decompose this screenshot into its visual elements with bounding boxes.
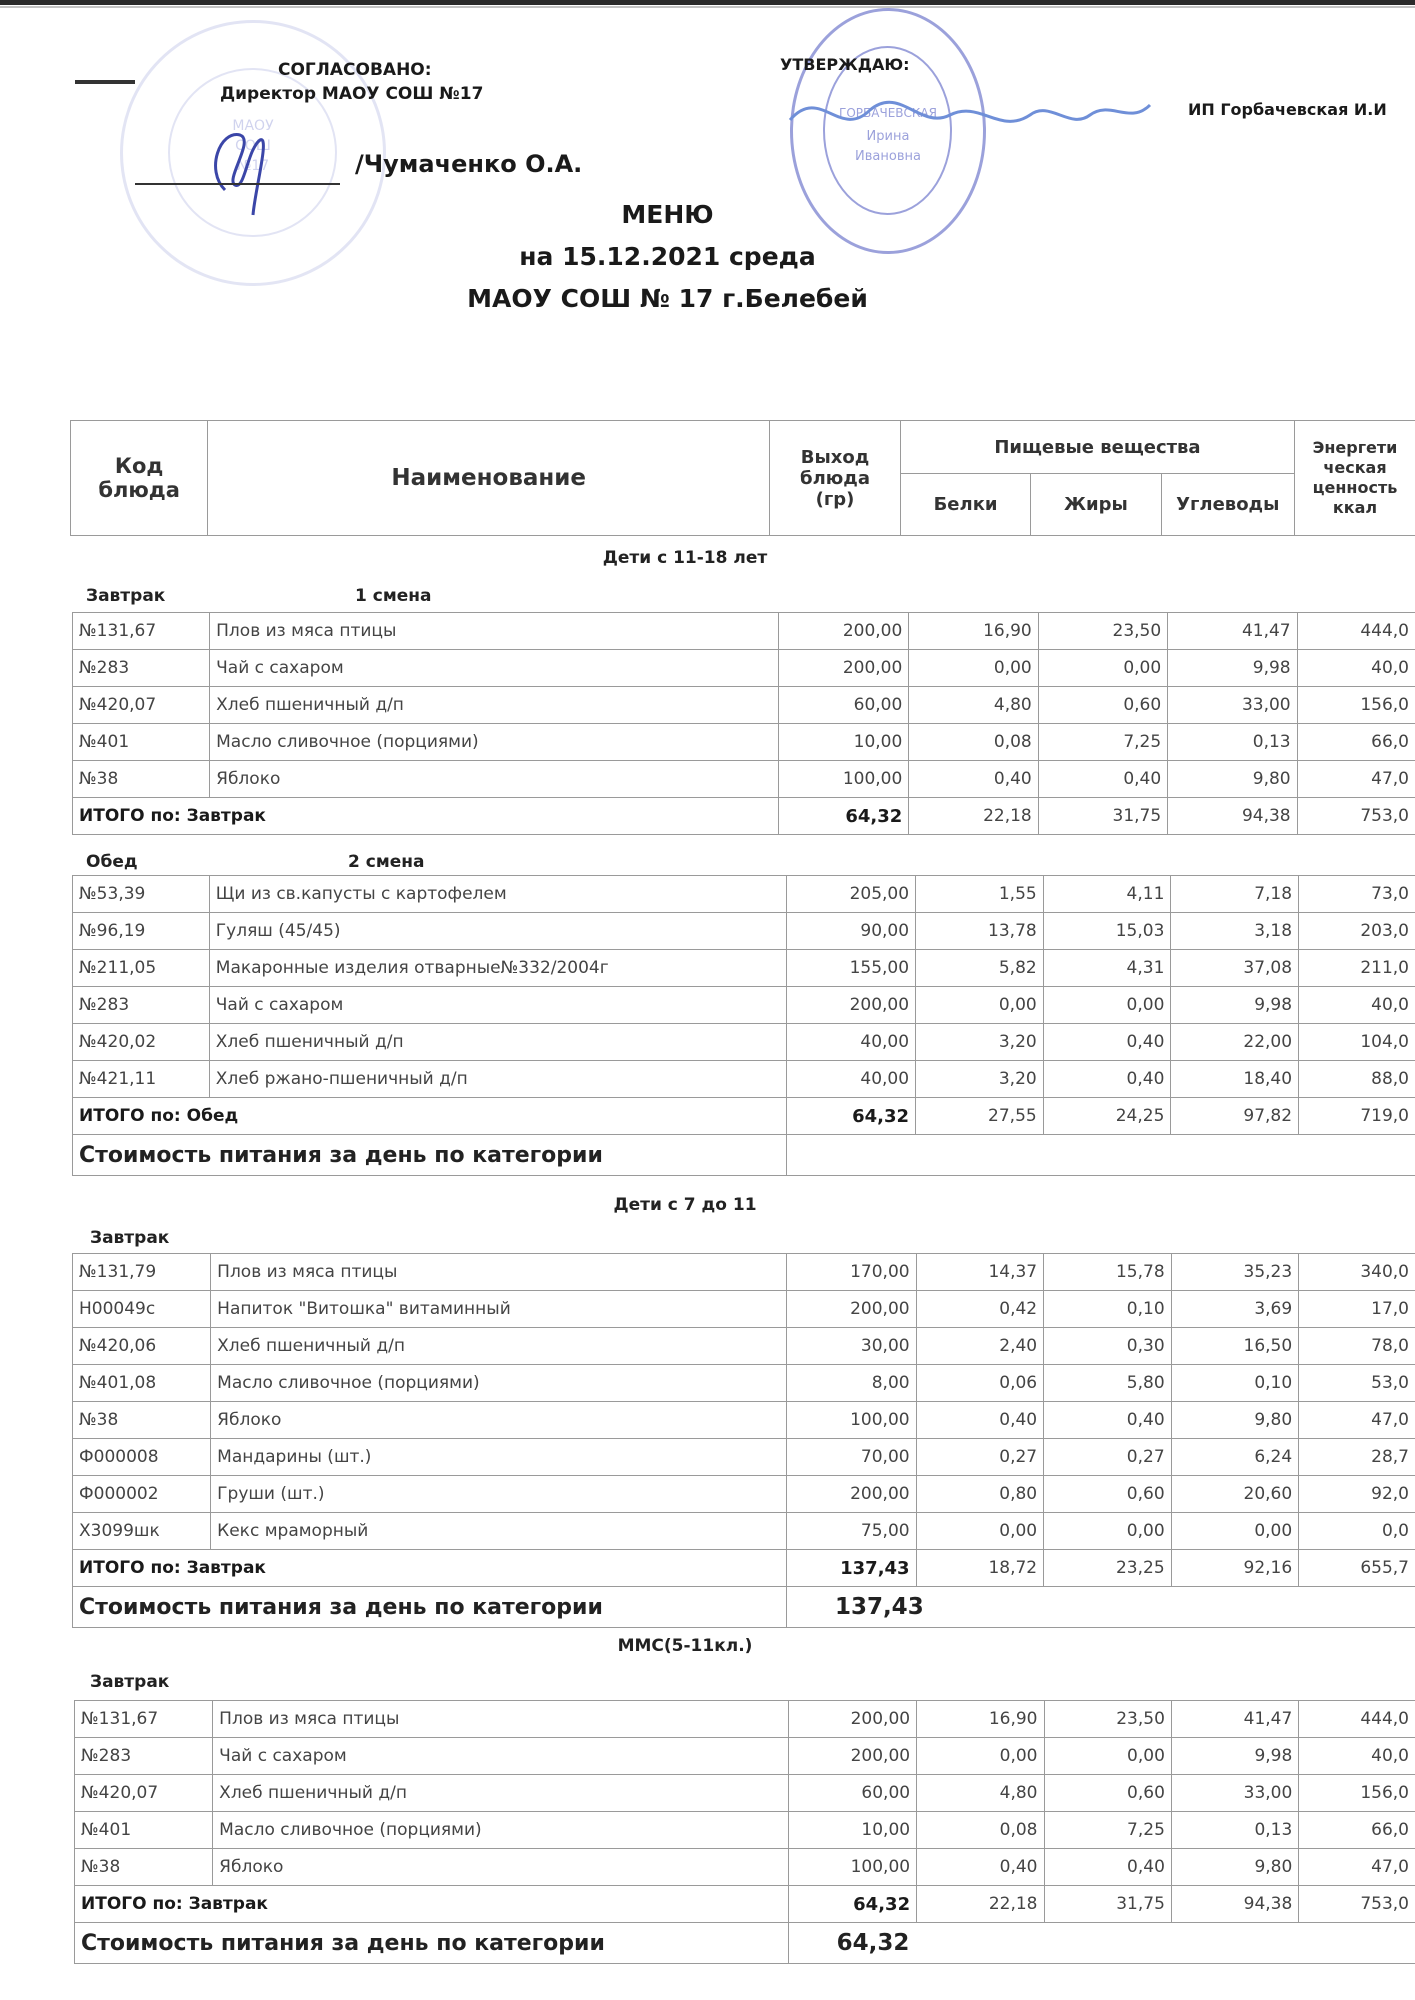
table-row [73, 1024, 1415, 1061]
dish-fat: 7,25 [1044, 1812, 1171, 1849]
table-row [75, 1812, 1415, 1849]
dish-carbs: 0,00 [1171, 1513, 1299, 1550]
dish-name: Хлеб пшеничный д/п [213, 1775, 788, 1812]
total-row [73, 1098, 1415, 1135]
scan-edge-line [0, 6, 1415, 8]
menu-table-section-1-lunch [72, 875, 1415, 1176]
dish-yield: 205,00 [787, 876, 916, 913]
dish-code: №38 [75, 1849, 213, 1886]
dish-energy: 78,0 [1299, 1328, 1415, 1365]
dish-carbs: 9,80 [1171, 1402, 1299, 1439]
company-stamp-icon: ГОРБАЧЕВСКАЯ Ирина Ивановна [790, 8, 986, 254]
dish-carbs: 6,24 [1171, 1439, 1299, 1476]
total-yield: 137,43 [786, 1550, 916, 1587]
approve-signatory: ИП Горбачевская И.И [1188, 100, 1387, 119]
document-school: МАОУ СОШ № 17 г.Белебей [467, 284, 868, 313]
dish-yield: 10,00 [779, 724, 909, 761]
total-carbs: 97,82 [1171, 1098, 1299, 1135]
dish-fat: 0,60 [1044, 1775, 1171, 1812]
dish-name: Масло сливочное (порциями) [211, 1365, 787, 1402]
dish-code: №211,05 [73, 950, 210, 987]
header-energy: Энергети ческая ценность ккал [1295, 421, 1415, 536]
dish-yield: 200,00 [788, 1738, 917, 1775]
dish-energy: 47,0 [1299, 1849, 1415, 1886]
dish-name: Плов из мяса птицы [210, 613, 779, 650]
agreed-signatory: /Чумаченко О.А. [355, 150, 583, 178]
total-label: ИТОГО по: Завтрак [73, 798, 779, 835]
table-row [73, 987, 1415, 1024]
dish-yield: 100,00 [779, 761, 909, 798]
dish-yield: 30,00 [786, 1328, 916, 1365]
dish-carbs: 0,13 [1171, 1812, 1298, 1849]
dish-energy: 73,0 [1299, 876, 1415, 913]
agreed-role: Директор МАОУ СОШ №17 [220, 84, 484, 104]
approve-title: УТВЕРЖДАЮ: [780, 55, 910, 74]
total-carbs: 94,38 [1171, 1886, 1298, 1923]
cost-value: 64,32 [788, 1923, 1415, 1964]
dish-energy: 40,0 [1299, 1738, 1415, 1775]
dish-carbs: 9,80 [1171, 1849, 1298, 1886]
table-row [75, 1701, 1415, 1738]
dish-fat: 0,60 [1038, 687, 1167, 724]
dish-protein: 0,80 [916, 1476, 1044, 1513]
section-title: ММС(5-11кл.) [617, 1636, 753, 1656]
dish-name: Гуляш (45/45) [209, 913, 787, 950]
total-protein: 22,18 [909, 798, 1038, 835]
table-header [70, 420, 1415, 536]
dish-yield: 8,00 [786, 1365, 916, 1402]
dish-yield: 40,00 [787, 1024, 916, 1061]
dish-fat: 4,11 [1043, 876, 1171, 913]
dish-name: Яблоко [210, 761, 779, 798]
dish-protein: 3,20 [916, 1024, 1044, 1061]
dish-name: Масло сливочное (порциями) [213, 1812, 788, 1849]
meal-label: Завтрак [90, 1228, 170, 1248]
header-code: Код блюда [71, 421, 208, 536]
total-carbs: 94,38 [1168, 798, 1297, 835]
dish-code: №401 [75, 1812, 213, 1849]
dish-protein: 14,37 [916, 1254, 1044, 1291]
shift-label: 1 смена [355, 586, 432, 606]
dish-protein: 0,27 [916, 1439, 1044, 1476]
total-yield: 64,32 [787, 1098, 916, 1135]
table-row [73, 1328, 1415, 1365]
dish-name: Чай с сахаром [210, 650, 779, 687]
dish-fat: 0,40 [1043, 1024, 1171, 1061]
dish-carbs: 41,47 [1171, 1701, 1298, 1738]
dish-code: №283 [73, 650, 210, 687]
dish-code: №401,08 [73, 1365, 211, 1402]
dish-protein: 0,00 [909, 650, 1038, 687]
dish-carbs: 9,98 [1171, 1738, 1298, 1775]
total-row [75, 1886, 1415, 1923]
dish-fat: 0,40 [1043, 1061, 1171, 1098]
dish-yield: 100,00 [788, 1849, 917, 1886]
dish-carbs: 3,69 [1171, 1291, 1299, 1328]
table-row [73, 1402, 1415, 1439]
menu-table-section-3-breakfast [74, 1700, 1415, 1964]
header-protein: Белки [900, 474, 1030, 536]
cost-row [73, 1587, 1415, 1628]
total-label: ИТОГО по: Обед [73, 1098, 787, 1135]
dish-yield: 200,00 [788, 1701, 917, 1738]
dish-code: №38 [73, 1402, 211, 1439]
dish-fat: 0,27 [1044, 1439, 1172, 1476]
total-carbs: 92,16 [1171, 1550, 1299, 1587]
dish-name: Груши (шт.) [211, 1476, 787, 1513]
dish-fat: 0,30 [1044, 1328, 1172, 1365]
dish-name: Плов из мяса птицы [213, 1701, 788, 1738]
dish-fat: 23,50 [1044, 1701, 1171, 1738]
dish-energy: 340,0 [1299, 1254, 1415, 1291]
dish-yield: 200,00 [779, 613, 909, 650]
total-row [73, 798, 1415, 835]
dish-fat: 0,40 [1044, 1402, 1172, 1439]
dish-carbs: 9,80 [1168, 761, 1297, 798]
table-row [73, 687, 1415, 724]
section-title: Дети с 11-18 лет [602, 548, 768, 568]
dish-code: Ф000002 [73, 1476, 211, 1513]
dish-carbs: 22,00 [1171, 1024, 1299, 1061]
dish-protein: 0,40 [909, 761, 1038, 798]
dish-carbs: 0,13 [1168, 724, 1297, 761]
dish-fat: 0,00 [1044, 1513, 1172, 1550]
dish-fat: 0,40 [1038, 761, 1167, 798]
dish-carbs: 20,60 [1171, 1476, 1299, 1513]
signature-line [135, 183, 340, 185]
dish-name: Кекс мраморный [211, 1513, 787, 1550]
cost-label: Стоимость питания за день по категории [75, 1923, 789, 1964]
dish-fat: 23,50 [1038, 613, 1167, 650]
dish-protein: 0,40 [917, 1849, 1044, 1886]
menu-table-section-1-breakfast [72, 612, 1415, 835]
total-energy: 719,0 [1299, 1098, 1415, 1135]
header-carbs: Углеводы [1161, 474, 1294, 536]
dish-yield: 200,00 [786, 1291, 916, 1328]
dish-yield: 60,00 [788, 1775, 917, 1812]
dish-name: Хлеб пшеничный д/п [210, 687, 779, 724]
total-row [73, 1550, 1415, 1587]
table-row [75, 1849, 1415, 1886]
table-row [73, 650, 1415, 687]
dish-energy: 40,0 [1299, 987, 1415, 1024]
total-yield: 64,32 [788, 1886, 917, 1923]
total-fat: 31,75 [1044, 1886, 1171, 1923]
total-protein: 18,72 [916, 1550, 1044, 1587]
dish-energy: 47,0 [1299, 1402, 1415, 1439]
dish-energy: 444,0 [1299, 1701, 1415, 1738]
meal-label: Завтрак [90, 1672, 170, 1692]
dish-name: Яблоко [211, 1402, 787, 1439]
dish-name: Чай с сахаром [209, 987, 787, 1024]
header-nutrients: Пищевые вещества [900, 421, 1294, 474]
total-energy: 753,0 [1299, 1886, 1415, 1923]
table-row [73, 1513, 1415, 1550]
document-date: на 15.12.2021 среда [519, 242, 816, 271]
table-row [73, 724, 1415, 761]
document-title: МЕНЮ [621, 200, 714, 229]
section-title: Дети с 7 до 11 [613, 1195, 757, 1215]
dish-fat: 0,10 [1044, 1291, 1172, 1328]
table-row [73, 950, 1415, 987]
dish-energy: 88,0 [1299, 1061, 1415, 1098]
total-protein: 22,18 [917, 1886, 1044, 1923]
dish-yield: 200,00 [787, 987, 916, 1024]
total-label: ИТОГО по: Завтрак [75, 1886, 789, 1923]
meal-label: Завтрак [86, 586, 166, 606]
dish-fat: 0,00 [1043, 987, 1171, 1024]
dish-name: Плов из мяса птицы [211, 1254, 787, 1291]
table-row [73, 1254, 1415, 1291]
dish-protein: 3,20 [916, 1061, 1044, 1098]
dish-name: Напиток "Витошка" витаминный [211, 1291, 787, 1328]
dish-name: Яблоко [213, 1849, 788, 1886]
dish-carbs: 9,98 [1168, 650, 1297, 687]
dish-code: Ф000008 [73, 1439, 211, 1476]
dish-yield: 60,00 [779, 687, 909, 724]
dish-energy: 211,0 [1299, 950, 1415, 987]
dish-fat: 15,03 [1043, 913, 1171, 950]
dish-energy: 104,0 [1299, 1024, 1415, 1061]
dish-yield: 75,00 [786, 1513, 916, 1550]
dish-yield: 40,00 [787, 1061, 916, 1098]
total-energy: 753,0 [1297, 798, 1415, 835]
dish-name: Макаронные изделия отварные№332/2004г [209, 950, 787, 987]
scan-edge-line [0, 0, 1415, 5]
dish-energy: 156,0 [1299, 1775, 1415, 1812]
dish-protein: 0,40 [916, 1402, 1044, 1439]
table-row [73, 1476, 1415, 1513]
school-stamp-icon: МАОУ СОШ №17 [120, 20, 386, 286]
dish-code: №420,07 [73, 687, 210, 724]
dish-fat: 4,31 [1043, 950, 1171, 987]
dash-mark [75, 80, 135, 84]
dish-code: №131,67 [75, 1701, 213, 1738]
dish-protein: 0,42 [916, 1291, 1044, 1328]
approver-signature-icon [780, 80, 1160, 150]
dish-energy: 66,0 [1297, 724, 1415, 761]
table-row [73, 1439, 1415, 1476]
dish-protein: 16,90 [917, 1701, 1044, 1738]
total-fat: 24,25 [1043, 1098, 1171, 1135]
dish-protein: 0,08 [909, 724, 1038, 761]
menu-table-section-2-breakfast [72, 1253, 1415, 1628]
total-fat: 23,25 [1044, 1550, 1172, 1587]
dish-carbs: 3,18 [1171, 913, 1299, 950]
dish-protein: 4,80 [909, 687, 1038, 724]
dish-fat: 0,60 [1044, 1476, 1172, 1513]
total-energy: 655,7 [1299, 1550, 1415, 1587]
dish-protein: 1,55 [916, 876, 1044, 913]
dish-fat: 0,40 [1044, 1849, 1171, 1886]
dish-code: №283 [75, 1738, 213, 1775]
dish-protein: 0,06 [916, 1365, 1044, 1402]
dish-code: №131,67 [73, 613, 210, 650]
dish-fat: 7,25 [1038, 724, 1167, 761]
dish-code: №38 [73, 761, 210, 798]
table-row [73, 913, 1415, 950]
dish-code: №96,19 [73, 913, 210, 950]
dish-carbs: 35,23 [1171, 1254, 1299, 1291]
dish-carbs: 33,00 [1171, 1775, 1298, 1812]
dish-carbs: 41,47 [1168, 613, 1297, 650]
dish-code: №420,02 [73, 1024, 210, 1061]
dish-carbs: 18,40 [1171, 1061, 1299, 1098]
dish-protein: 2,40 [916, 1328, 1044, 1365]
shift-label: 2 смена [348, 852, 425, 872]
meal-label: Обед [86, 852, 138, 872]
dish-yield: 200,00 [779, 650, 909, 687]
dish-name: Щи из св.капусты с картофелем [209, 876, 787, 913]
table-row [75, 1738, 1415, 1775]
dish-energy: 40,0 [1297, 650, 1415, 687]
dish-yield: 100,00 [786, 1402, 916, 1439]
total-label: ИТОГО по: Завтрак [73, 1550, 787, 1587]
dish-protein: 0,08 [917, 1812, 1044, 1849]
dish-yield: 10,00 [788, 1812, 917, 1849]
table-row [75, 1775, 1415, 1812]
dish-code: №283 [73, 987, 210, 1024]
cost-label: Стоимость питания за день по категории [73, 1135, 787, 1176]
dish-energy: 0,0 [1299, 1513, 1415, 1550]
dish-fat: 0,00 [1038, 650, 1167, 687]
dish-energy: 203,0 [1299, 913, 1415, 950]
total-protein: 27,55 [916, 1098, 1044, 1135]
header-fat: Жиры [1031, 474, 1161, 536]
dish-carbs: 37,08 [1171, 950, 1299, 987]
dish-protein: 0,00 [916, 1513, 1044, 1550]
dish-code: №420,07 [75, 1775, 213, 1812]
table-row [73, 1365, 1415, 1402]
dish-yield: 70,00 [786, 1439, 916, 1476]
dish-protein: 5,82 [916, 950, 1044, 987]
dish-name: Мандарины (шт.) [211, 1439, 787, 1476]
dish-carbs: 7,18 [1171, 876, 1299, 913]
dish-carbs: 33,00 [1168, 687, 1297, 724]
dish-fat: 0,00 [1044, 1738, 1171, 1775]
dish-protein: 16,90 [909, 613, 1038, 650]
table-row [73, 1291, 1415, 1328]
dish-name: Хлеб пшеничный д/п [209, 1024, 787, 1061]
dish-protein: 0,00 [916, 987, 1044, 1024]
dish-carbs: 16,50 [1171, 1328, 1299, 1365]
dish-carbs: 9,98 [1171, 987, 1299, 1024]
dish-protein: 4,80 [917, 1775, 1044, 1812]
dish-name: Хлеб ржано-пшеничный д/п [209, 1061, 787, 1098]
dish-name: Хлеб пшеничный д/п [211, 1328, 787, 1365]
table-row [73, 613, 1415, 650]
dish-energy: 66,0 [1299, 1812, 1415, 1849]
dish-energy: 156,0 [1297, 687, 1415, 724]
header-yield: Выход блюда (гр) [770, 421, 901, 536]
dish-name: Чай с сахаром [213, 1738, 788, 1775]
dish-name: Масло сливочное (порциями) [210, 724, 779, 761]
dish-fat: 5,80 [1044, 1365, 1172, 1402]
dish-yield: 200,00 [786, 1476, 916, 1513]
table-row [73, 761, 1415, 798]
dish-fat: 15,78 [1044, 1254, 1172, 1291]
dish-carbs: 0,10 [1171, 1365, 1299, 1402]
dish-energy: 28,7 [1299, 1439, 1415, 1476]
dish-code: №53,39 [73, 876, 210, 913]
dish-protein: 0,00 [917, 1738, 1044, 1775]
cost-value [787, 1135, 1415, 1176]
table-row [73, 1061, 1415, 1098]
dish-code: №421,11 [73, 1061, 210, 1098]
cost-value: 137,43 [786, 1587, 1415, 1628]
dish-yield: 90,00 [787, 913, 916, 950]
header-name: Наименование [208, 421, 770, 536]
dish-energy: 17,0 [1299, 1291, 1415, 1328]
dish-protein: 13,78 [916, 913, 1044, 950]
agreed-title: СОГЛАСОВАНО: [278, 60, 432, 80]
total-fat: 31,75 [1038, 798, 1167, 835]
dish-energy: 47,0 [1297, 761, 1415, 798]
dish-yield: 170,00 [786, 1254, 916, 1291]
table-row [73, 876, 1415, 913]
cost-label: Стоимость питания за день по категории [73, 1587, 787, 1628]
dish-energy: 444,0 [1297, 613, 1415, 650]
dish-code: Х3099шк [73, 1513, 211, 1550]
dish-energy: 92,0 [1299, 1476, 1415, 1513]
cost-row [75, 1923, 1415, 1964]
dish-code: №420,06 [73, 1328, 211, 1365]
dish-energy: 53,0 [1299, 1365, 1415, 1402]
dish-code: №131,79 [73, 1254, 211, 1291]
dish-code: Н00049с [73, 1291, 211, 1328]
total-yield: 64,32 [779, 798, 909, 835]
dish-code: №401 [73, 724, 210, 761]
cost-row [73, 1135, 1415, 1176]
dish-yield: 155,00 [787, 950, 916, 987]
